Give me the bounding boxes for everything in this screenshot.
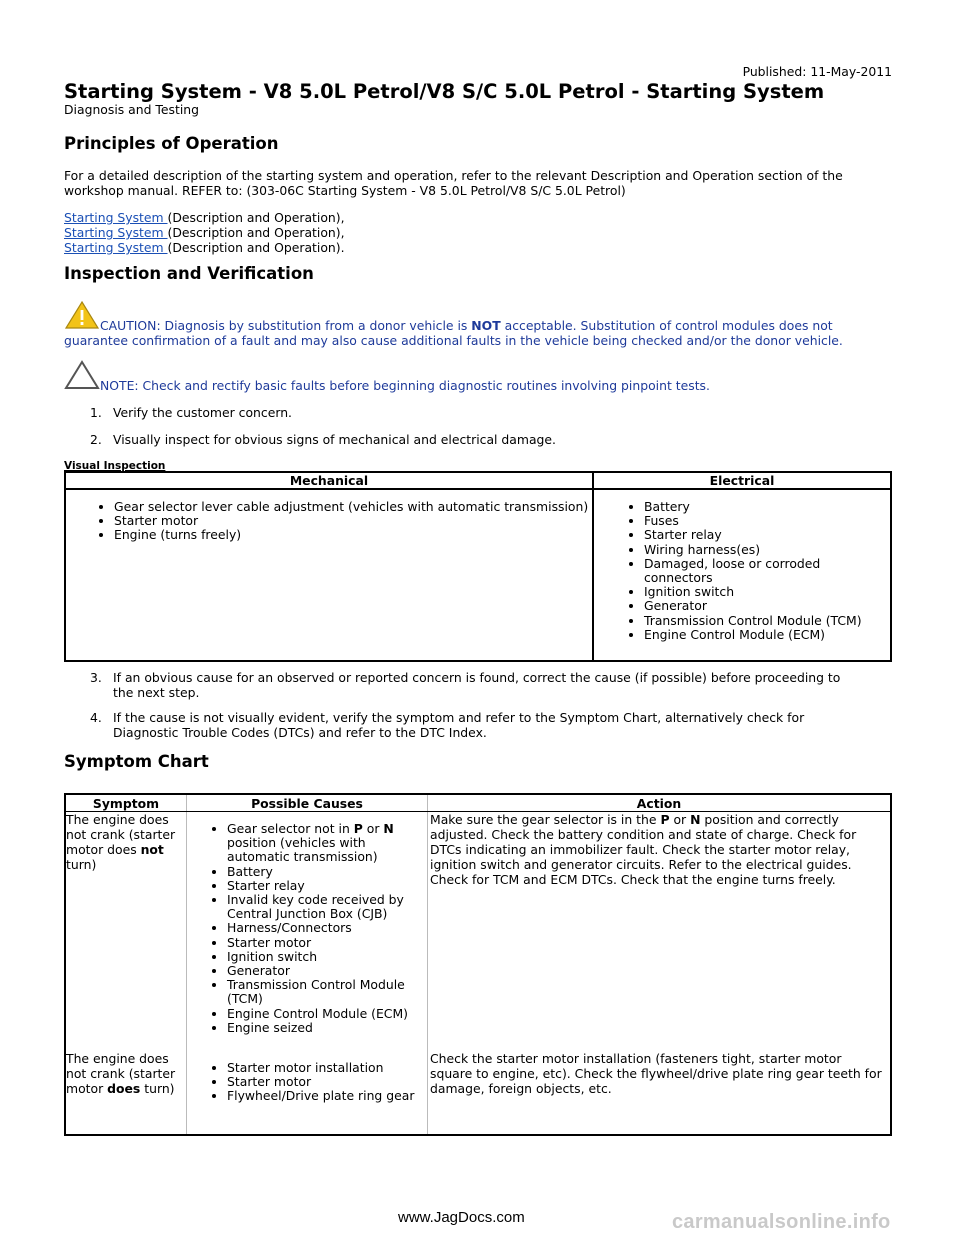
symptom-chart-heading: Symptom Chart	[64, 752, 209, 771]
symptom-chart-table	[64, 793, 892, 1136]
table-row	[65, 812, 891, 1051]
list-item: • Harness/Connectors	[227, 921, 427, 935]
action-cell: Make sure the gear selector is in the P or N position and correctly adjusted. Check the battery condition and state of charge. Check for DTCs indicating an immobilizer fault. Check the starter motor relay, ignition switch and generator circuits. Refer to the electrical guides. Check for TCM and ECM DTCs. Check that the engine turns freely.	[428, 812, 892, 1051]
list-item: • Starter relay	[644, 528, 890, 542]
causes-list	[187, 822, 427, 1035]
list-item: • Fuses	[644, 514, 890, 528]
electrical-header: Electrical	[593, 472, 891, 489]
symptom-cell: The engine does not crank (starter motor does not turn)	[65, 812, 187, 1051]
list-item: • Gear selector not in P or N position (vehicles with automatic transmission)	[227, 822, 427, 865]
footer-site: www.JagDocs.com	[398, 1209, 525, 1226]
starting-system-link[interactable]: Starting System	[64, 225, 168, 240]
reference-link-row: Starting System (Description and Operation),	[64, 225, 345, 240]
list-item: • Starter motor	[227, 1075, 427, 1089]
inspection-heading: Inspection and Verification	[64, 264, 314, 283]
list-item: • Gear selector lever cable adjustment (vehicles with automatic transmission)	[114, 500, 592, 514]
list-item: • Wiring harness(es)	[644, 543, 890, 557]
principles-heading: Principles of Operation	[64, 134, 279, 153]
reference-link-row: Starting System (Description and Operation).	[64, 240, 345, 255]
list-item: • Transmission Control Module (TCM)	[644, 614, 890, 628]
list-item: • Ignition switch	[644, 585, 890, 599]
mechanical-header: Mechanical	[65, 472, 593, 489]
list-item: • Starter motor installation	[227, 1061, 427, 1075]
electrical-cell	[593, 489, 891, 661]
list-item: • Starter motor	[114, 514, 592, 528]
list-item: • Invalid key code received by Central Junction Box (CJB)	[227, 893, 427, 921]
page-title: Starting System - V8 5.0L Petrol/V8 S/C 5.0L Petrol - Starting System	[64, 80, 825, 103]
list-item: • Engine Control Module (ECM)	[644, 628, 890, 642]
causes-list	[187, 1061, 427, 1104]
list-item: • Generator	[227, 964, 427, 978]
list-item: • Ignition switch	[227, 950, 427, 964]
symptom-col-header: Symptom	[65, 794, 187, 812]
visual-inspection-table	[64, 471, 892, 662]
mechanical-list	[66, 500, 592, 543]
causes-cell	[187, 1051, 428, 1135]
list-item: • Transmission Control Module (TCM)	[227, 978, 427, 1006]
symptom-cell: The engine does not crank (starter motor does turn)	[65, 1051, 187, 1135]
list-item: • Engine Control Module (ECM)	[227, 1007, 427, 1021]
electrical-list	[594, 500, 890, 642]
caution-text: CAUTION: Diagnosis by substitution from a donor vehicle is NOT acceptable. Substitution of control modules does not guarantee confirmation of a fault and may also cause additional faults in the vehicle being checked and/or the donor vehicle.	[64, 318, 843, 348]
action-cell: Check the starter motor installation (fasteners tight, starter motor square to engine, etc). Check the flywheel/drive plate ring gear teeth for damage, foreign objects, etc.	[428, 1051, 892, 1135]
list-item: • Flywheel/Drive plate ring gear	[227, 1089, 427, 1103]
list-item: • Battery	[227, 865, 427, 879]
starting-system-link[interactable]: Starting System	[64, 240, 168, 255]
causes-cell	[187, 812, 428, 1051]
reference-link-row: Starting System (Description and Operation),	[64, 210, 345, 225]
visual-inspection-label: Visual Inspection	[64, 460, 166, 472]
causes-col-header: Possible Causes	[187, 794, 428, 812]
mechanical-cell	[65, 489, 593, 661]
page-subtitle: Diagnosis and Testing	[64, 102, 199, 117]
principles-text: For a detailed description of the starting system and operation, refer to the relevant Description and Operation section of the workshop manual. REFER to: (303-06C Starting System - V8 5.0L Petrol/V8 S/C 5.0L Petrol)	[64, 168, 843, 198]
list-item: • Generator	[644, 599, 890, 613]
watermark: carmanualsonline.info	[672, 1211, 891, 1233]
list-item: • Starter motor	[227, 936, 427, 950]
starting-system-link[interactable]: Starting System	[64, 210, 168, 225]
action-col-header: Action	[428, 794, 892, 812]
list-item: • Battery	[644, 500, 890, 514]
list-item: • Damaged, loose or corroded connectors	[644, 557, 890, 585]
list-item: • Engine seized	[227, 1021, 427, 1035]
table-row	[65, 1051, 891, 1135]
note-text: NOTE: Check and rectify basic faults before beginning diagnostic routines involving pinpoint tests.	[100, 378, 710, 393]
reference-links	[64, 210, 892, 255]
published-date: Published: 11-May-2011	[742, 64, 892, 79]
list-item: • Engine (turns freely)	[114, 528, 592, 542]
list-item: • Starter relay	[227, 879, 427, 893]
